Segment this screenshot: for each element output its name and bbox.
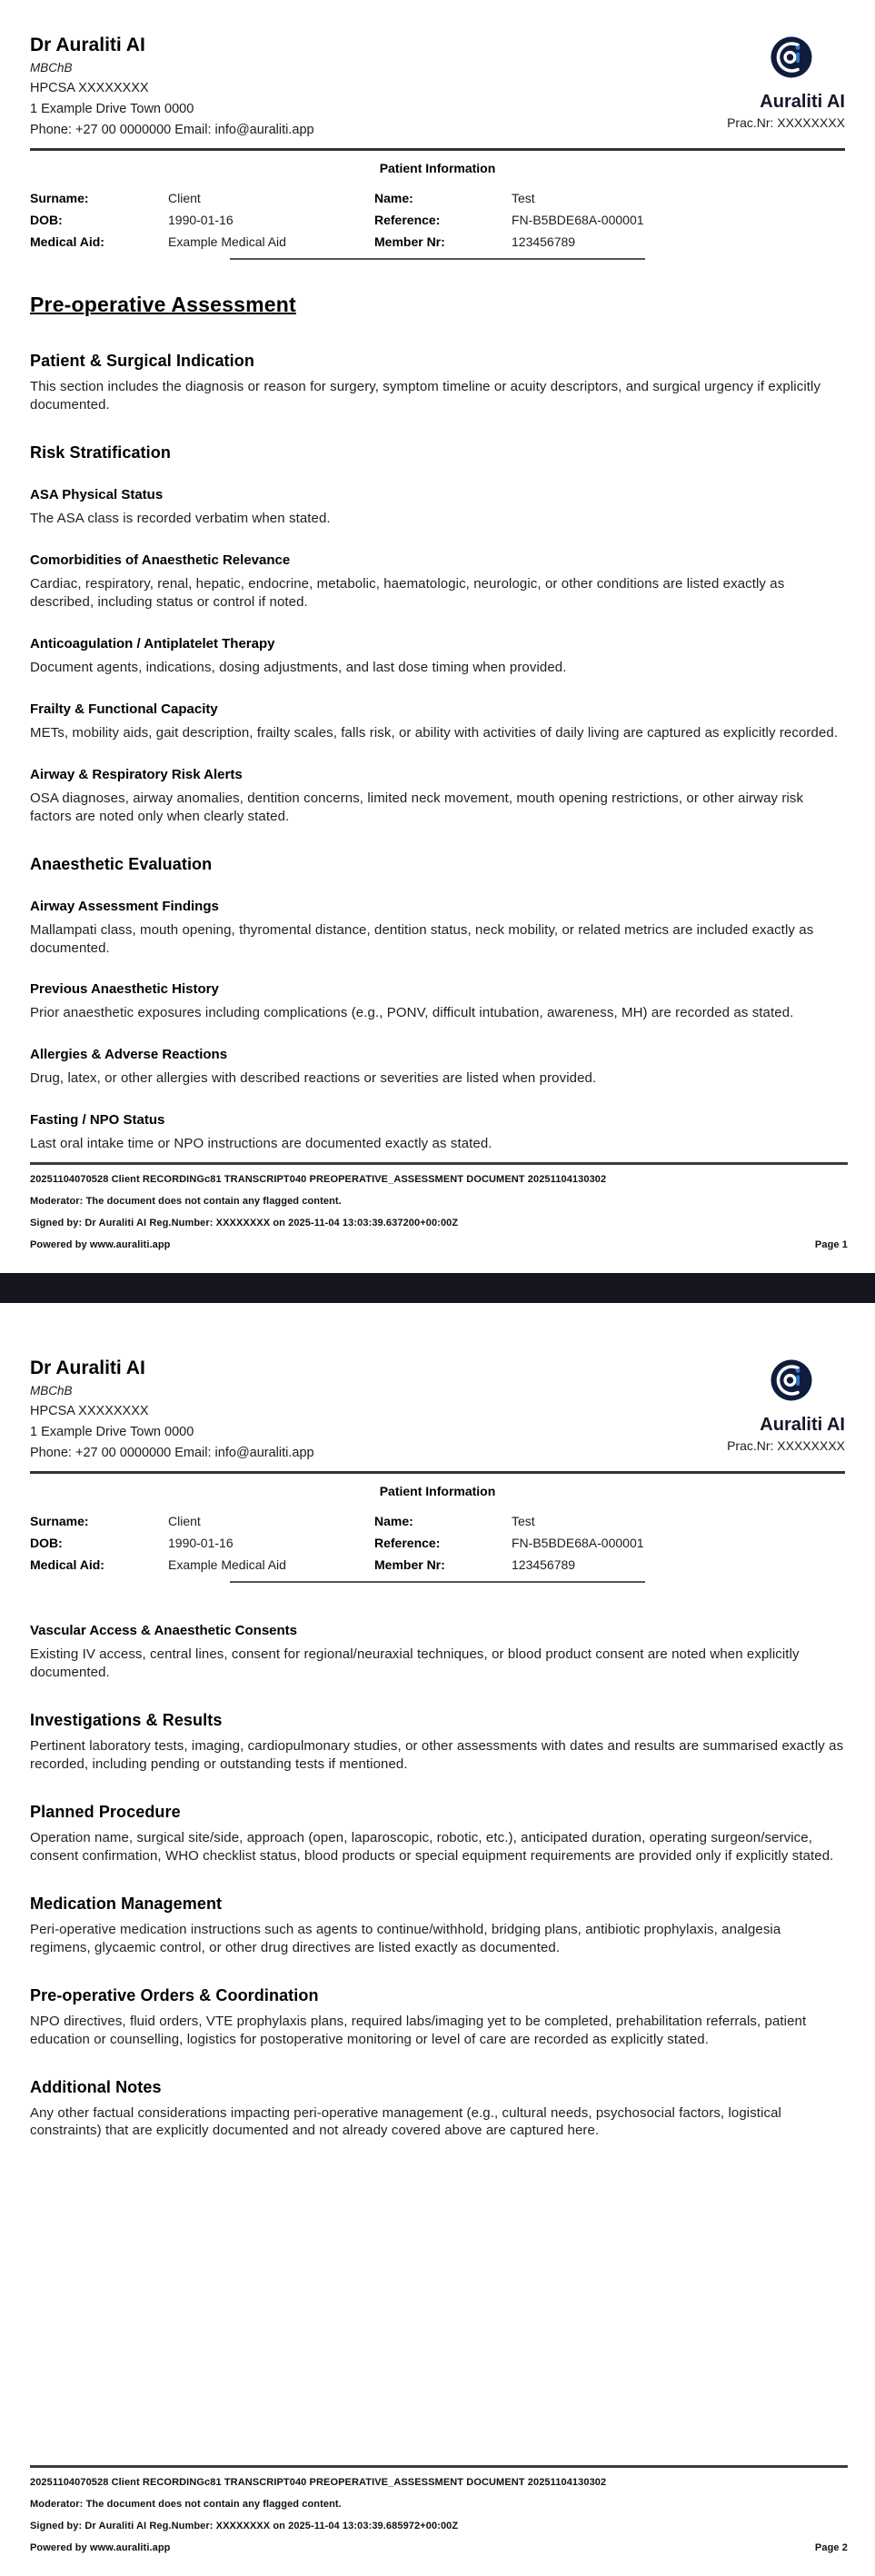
- brand-block: [727, 36, 845, 130]
- footer-signed-line: Signed by: Dr Auraliti AI Reg.Number: XXXXXXXX on 2025-11-04 13:03:39.637200+00:00Z: [30, 1218, 459, 1228]
- section-paragraph: This section includes the diagnosis or reason for surgery, symptom timeline or acuity descriptors, and surgical urgency if explicitly documented.: [30, 379, 821, 413]
- section-heading: Medication Management: [30, 1894, 223, 1913]
- section-heading: Risk Stratification: [30, 443, 171, 462]
- practice-contact: Phone: +27 00 0000000 Email: info@auraliti.app: [30, 1446, 314, 1461]
- section-paragraph: Mallampati class, mouth opening, thyromental distance, dentition status, neck mobility, or related metrics are included exactly as documented.: [30, 921, 814, 956]
- patient-field-label: Reference:: [374, 213, 441, 228]
- doctor-qualification: MBChB: [30, 61, 73, 75]
- section-paragraph: OSA diagnoses, airway anomalies, dentition concerns, limited neck movement, mouth opening restrictions, or other airway risk factors are noted only when clearly stated.: [30, 790, 804, 824]
- doctor-name: Dr Auraliti AI: [30, 35, 145, 55]
- section-heading: Comorbidities of Anaesthetic Relevance: [30, 552, 291, 568]
- hpcsa-number: HPCSA XXXXXXXX: [30, 1404, 149, 1419]
- page-separator: [0, 1273, 875, 1303]
- page-number: Page 2: [814, 2542, 848, 2553]
- section-heading: Pre-operative Orders & Coordination: [30, 1985, 319, 2004]
- patient-information-title: Patient Information: [379, 161, 496, 176]
- section-paragraph: Peri-operative medication instructions such as agents to continue/withhold, bridging plans, antibiotic prophylaxis, analgesia regimens, glycaemic control, or other drug directives are listed exactly as documented.: [30, 1921, 781, 1955]
- document-title: Pre-operative Assessment: [30, 293, 296, 317]
- patient-field-value: FN-B5BDE68A-000001: [512, 1536, 644, 1551]
- document-page-2: [0, 1303, 875, 2576]
- section-heading: ASA Physical Status: [30, 487, 164, 503]
- document-page-1: [0, 0, 875, 1273]
- footer-reference-line: 20251104070528 Client RECORDINGc81 TRANSCRIPT040 PREOPERATIVE_ASSESSMENT DOCUMENT 20251104130302: [30, 1174, 607, 1185]
- doctor-qualification: MBChB: [30, 1384, 73, 1398]
- patient-field-value: Client: [168, 1514, 201, 1529]
- footer-rule: [30, 1162, 848, 1165]
- hpcsa-number: HPCSA XXXXXXXX: [30, 81, 149, 96]
- doctor-name: Dr Auraliti AI: [30, 1358, 145, 1378]
- practice-number: Prac.Nr: XXXXXXXX: [727, 115, 845, 130]
- section-paragraph: NPO directives, fluid orders, VTE prophylaxis plans, required labs/imaging yet to be completed, prehabilitation referrals, patient education or counselling, logistics for postoperative monitoring or level of care are recorded as explicitly stated.: [30, 2013, 807, 2047]
- practice-number: Prac.Nr: XXXXXXXX: [727, 1438, 845, 1453]
- auraliti-ai-logo-icon: [771, 1359, 812, 1401]
- patient-field-value: Example Medical Aid: [168, 1557, 286, 1573]
- section-paragraph: Document agents, indications, dosing adjustments, and last dose timing when provided.: [30, 659, 567, 675]
- patient-field-value: Example Medical Aid: [168, 234, 286, 250]
- practice-address: 1 Example Drive Town 0000: [30, 1425, 194, 1440]
- patient-field-value: FN-B5BDE68A-000001: [512, 213, 644, 228]
- patient-field-label: Member Nr:: [374, 234, 445, 250]
- footer-rule: [30, 2465, 848, 2468]
- footer-moderator-line: Moderator: The document does not contain any flagged content.: [30, 2499, 342, 2510]
- brand-name: Auraliti AI: [760, 1415, 845, 1435]
- patient-field-label: DOB:: [30, 1536, 63, 1551]
- practice-address: 1 Example Drive Town 0000: [30, 102, 194, 117]
- patient-field-value: Test: [512, 191, 535, 206]
- footer-bottom-row: [30, 1239, 848, 1250]
- footer-reference-line: 20251104070528 Client RECORDINGc81 TRANSCRIPT040 PREOPERATIVE_ASSESSMENT DOCUMENT 20251104130302: [30, 2477, 607, 2488]
- section-heading: Fasting / NPO Status: [30, 1112, 165, 1129]
- section-heading: Planned Procedure: [30, 1802, 181, 1821]
- patient-information-table: [30, 191, 845, 249]
- section-heading: Anticoagulation / Antiplatelet Therapy: [30, 635, 275, 651]
- section-heading: Anaesthetic Evaluation: [30, 854, 213, 873]
- section-paragraph: METs, mobility aids, gait description, frailty scales, falls risk, or ability with activities of daily living are captured as explicitly recorded.: [30, 724, 839, 741]
- page-number: Page 1: [814, 1239, 848, 1250]
- section-paragraph: Prior anaesthetic exposures including complications (e.g., PONV, difficult intubation, awareness, MH) are recorded as stated.: [30, 1005, 794, 1021]
- auraliti-ai-logo-icon: [771, 36, 812, 78]
- patient-information-title: Patient Information: [379, 1484, 496, 1499]
- header-rule: [30, 148, 845, 151]
- header-rule: [30, 1471, 845, 1474]
- patient-field-label: Surname:: [30, 191, 89, 206]
- section-heading: Airway & Respiratory Risk Alerts: [30, 766, 243, 782]
- patient-field-label: Medical Aid:: [30, 1557, 104, 1573]
- section-paragraph: Existing IV access, central lines, consent for regional/neuraxial techniques, or blood product consent are noted when explicitly documented.: [30, 1646, 800, 1681]
- patient-information-table: [30, 1514, 845, 1572]
- patient-field-value: Test: [512, 1514, 535, 1529]
- section-heading: Airway Assessment Findings: [30, 898, 219, 914]
- brand-name: Auraliti AI: [760, 92, 845, 112]
- practice-contact: Phone: +27 00 0000000 Email: info@auraliti.app: [30, 123, 314, 138]
- section-heading: Previous Anaesthetic History: [30, 981, 219, 998]
- brand-block: [727, 1359, 845, 1453]
- patient-field-value: Client: [168, 191, 201, 206]
- section-heading: Vascular Access & Anaesthetic Consents: [30, 1623, 298, 1639]
- patient-field-label: Name:: [374, 191, 413, 206]
- patient-info-underline: [230, 1581, 645, 1583]
- practice-letterhead: [30, 1358, 845, 1460]
- footer-powered-by: Powered by www.auraliti.app: [30, 2542, 171, 2553]
- section-paragraph: Operation name, surgical site/side, approach (open, laparoscopic, robotic, etc.), anticipated duration, operating surgeon/service, consent confirmation, WHO checklist status, blood products or special equipment requirements are provided only if explicitly stated.: [30, 1829, 834, 1864]
- section-heading: Frailty & Functional Capacity: [30, 701, 218, 717]
- page-footer: [30, 1162, 848, 1250]
- patient-field-label: Medical Aid:: [30, 234, 104, 250]
- section-paragraph: Any other factual considerations impacting peri-operative management (e.g., cultural needs, psychosocial factors, logistical constraints) that are explicitly documented and not already covered above are captured here.: [30, 2104, 781, 2139]
- patient-field-value: 123456789: [512, 1557, 576, 1573]
- patient-field-label: Surname:: [30, 1514, 89, 1529]
- page-footer: [30, 2465, 848, 2553]
- section-paragraph: Cardiac, respiratory, renal, hepatic, endocrine, metabolic, haematologic, neurologic, or other conditions are listed exactly as described, including status or control if noted.: [30, 575, 785, 610]
- footer-signed-line: Signed by: Dr Auraliti AI Reg.Number: XXXXXXXX on 2025-11-04 13:03:39.685972+00:00Z: [30, 2521, 459, 2531]
- section-paragraph: The ASA class is recorded verbatim when stated.: [30, 511, 331, 527]
- footer-powered-by: Powered by www.auraliti.app: [30, 1239, 171, 1250]
- footer-moderator-line: Moderator: The document does not contain any flagged content.: [30, 1196, 342, 1207]
- footer-bottom-row: [30, 2542, 848, 2553]
- patient-field-label: Name:: [374, 1514, 413, 1529]
- section-heading: Allergies & Adverse Reactions: [30, 1047, 228, 1063]
- patient-field-value: 1990-01-16: [168, 213, 234, 228]
- patient-field-value: 123456789: [512, 234, 576, 250]
- patient-field-label: DOB:: [30, 213, 63, 228]
- section-heading: Investigations & Results: [30, 1711, 223, 1730]
- patient-field-label: Reference:: [374, 1536, 441, 1551]
- section-heading: Patient & Surgical Indication: [30, 352, 254, 371]
- section-paragraph: Drug, latex, or other allergies with described reactions or severities are listed when provided.: [30, 1070, 597, 1087]
- patient-field-label: Member Nr:: [374, 1557, 445, 1573]
- section-heading: Additional Notes: [30, 2077, 162, 2096]
- section-paragraph: Pertinent laboratory tests, imaging, cardiopulmonary studies, or other assessments with dates and results are summarised exactly as recorded, including pending or outstanding tests if mentioned.: [30, 1738, 844, 1772]
- practice-letterhead: [30, 35, 845, 137]
- patient-field-value: 1990-01-16: [168, 1536, 234, 1551]
- section-paragraph: Last oral intake time or NPO instructions are documented exactly as stated.: [30, 1136, 492, 1152]
